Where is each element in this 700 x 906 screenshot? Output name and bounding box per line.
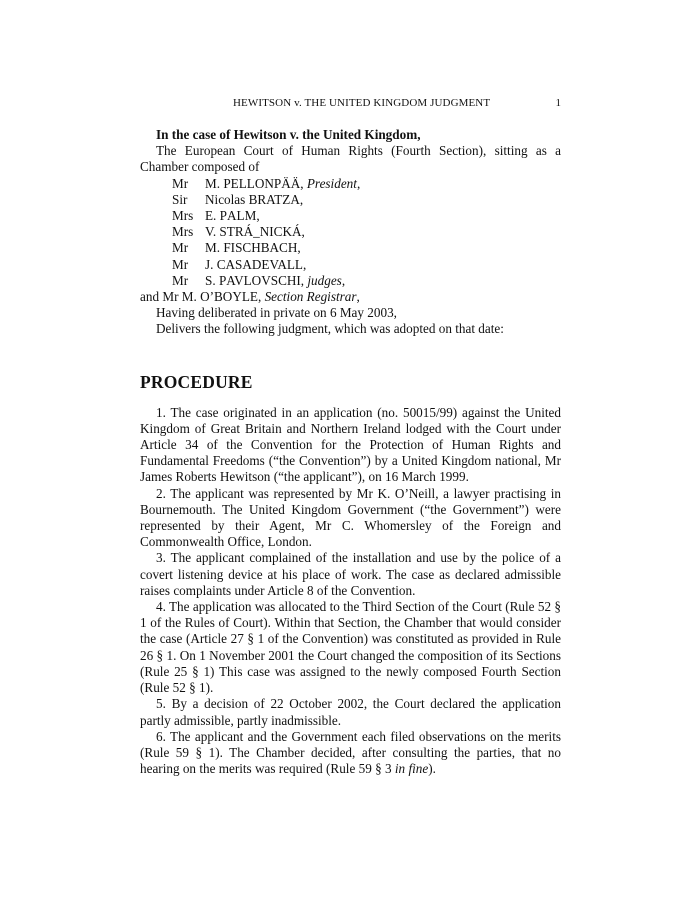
judge-title: Mr [172,240,189,256]
judge-surname-rest: ASADEVALL [225,256,303,272]
page-number: 1 [555,97,561,109]
judge-title: Sir [172,191,188,207]
judge-title: Mr [172,256,189,272]
case-title: In the case of Hewitson v. the United Kingdom, [156,127,421,142]
judge-comma: , [300,175,307,191]
judge-surname-first: B [248,191,258,207]
section-heading-procedure: PROCEDURE [140,371,253,392]
judge-surname-first: S [219,224,227,240]
document-body [140,127,561,777]
paragraph-text: 6. The applicant and the Government each filed observations on the merits (Rule 59 § 1). The Chamber decided, after consulting the parties, that no hearing on the merits was required (Rule 59 § 3 [140,728,561,777]
registrar-prefix: and Mr M. O’ [140,289,214,305]
judge-surname-rest: TRÁ_NICKÁ [226,224,302,240]
judge-row [140,224,561,240]
judge-comma: , [256,208,260,224]
judge-surname-rest: ISCHBACH [230,240,298,256]
procedure-paragraph: 1. The case originated in an application (no. 50015/99) against the United Kingdom of Great Britain and Northern Ireland lodged with the Court under Article 34 of the Convention for the Protection of Human Rights and Fundamental Freedoms (“the Convention”) by a United Kingdom national, Mr James Roberts Hewitson (“the applicant”), on 16 March 1999. [140,404,561,485]
judge-surname-rest: RATZA [257,191,300,207]
judge-comma: , [302,256,307,272]
judge-role: President [306,175,357,191]
judge-initial: E. [205,208,220,224]
section-spacer [140,338,561,371]
procedure-paragraph: 2. The applicant was represented by Mr K. O’Neill, a lawyer practising in Bournemouth. The United Kingdom Government (“the Government”) were represented by their Agent, Mr C. Whomersley of the Foreign and Commonwealth Office, London. [140,485,561,550]
registrar-surname-first: B [214,289,223,305]
judge-row [140,257,561,273]
registrar-role: Section Registrar [264,289,357,305]
judge-end: , [341,272,346,288]
registrar-surname-rest: OYLE [222,289,258,305]
judge-initial: S. [205,272,219,288]
judge-comma: , [297,240,301,256]
procedure-paragraph: 3. The applicant complained of the installation and use by the police of a covert listening device at his place of work. The case as declared admissible raises complaints under Article 8 of the Convention. [140,550,561,598]
procedure-paragraph [140,729,561,778]
judge-title: Mrs [172,224,194,240]
judge-surname-first: P [223,175,231,191]
judge-surname-rest: ELLONPÄÄ [230,175,301,191]
court-composition-line: The European Court of Human Rights (Fourth Section), sitting as a Chamber composed of [140,143,561,175]
judge-title: Mr [172,175,189,191]
judge-surname-first: P [219,208,227,224]
judge-row [140,273,561,289]
judge-surname-rest: ALM [227,208,257,224]
paragraph-italic: in fine [394,761,429,777]
registrar-line [140,289,561,305]
registrar-end: , [356,289,360,305]
judge-row [140,192,561,208]
judge-surname-first: P [218,272,227,288]
judge-row [140,240,561,256]
judge-title: Mr [172,272,189,288]
judge-row [140,208,561,224]
judge-initial: V. [205,224,220,240]
judge-initial: J. [205,256,217,272]
paragraph-end: ). [428,761,436,777]
delivers-line: Delivers the following judgment, which was adopted on that date: [156,321,504,337]
judges-list [140,176,561,289]
judge-comma: , [301,224,305,240]
procedure-paragraph: 5. By a decision of 22 October 2002, the Court declared the application partly admissible, partly inadmissible. [140,696,561,728]
procedure-paragraph: 4. The application was allocated to the Third Section of the Court (Rule 52 § 1 of the Rules of Court). Within that Section, the Chamber that would consider the case (Article 27 § 1 of the Convention) was constituted as provided in Rule 26 § 1. On 1 November 2001 the Court changed the composition of its Sections (Rule 25 § 1) This case was assigned to the newly composed Fourth Section (Rule 52 § 1). [140,599,561,696]
judge-initial: M. [205,175,224,191]
judge-initial: Nicolas [205,191,249,207]
judge-end: , [356,175,361,191]
judge-surname-first: C [216,256,226,272]
registrar-comma: , [257,289,265,305]
judge-row [140,176,561,192]
judge-comma: , [300,272,308,288]
judge-surname-first: F [223,240,231,256]
judge-initial: M. [205,240,224,256]
deliberated-line: Having deliberated in private on 6 May 2003, [156,305,397,321]
judge-comma: , [299,191,304,207]
judge-title: Mrs [172,208,194,224]
header-title: HEWITSON v. THE UNITED KINGDOM JUDGMENT [233,97,491,109]
judge-surname-rest: AVLOVSCHI [226,272,301,288]
judge-role: judges [307,272,342,288]
